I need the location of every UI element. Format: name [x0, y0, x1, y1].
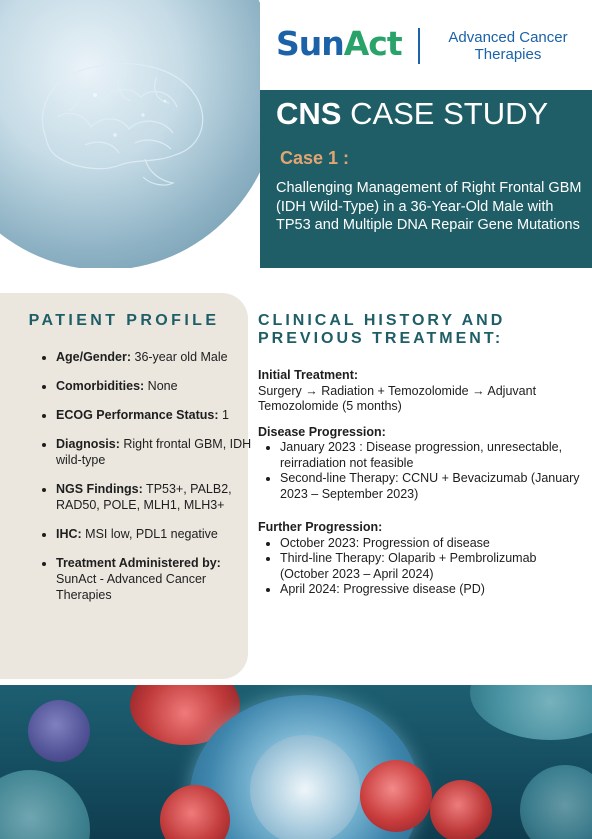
profile-value: TP53+, PALB2, RAD50, POLE, MLH1, MLH3+ — [56, 482, 232, 512]
initial-treatment-block — [258, 368, 588, 415]
profile-label: Diagnosis: — [56, 437, 120, 451]
cell-shape — [470, 685, 592, 740]
list-item: • April 2024: Progressive disease (PD) — [280, 582, 588, 598]
page-title — [276, 96, 548, 132]
disease-progression-list — [258, 440, 588, 502]
initial-treatment-text: Surgery → Radiation + Temozolomide → Adjuvant Temozolomide (5 months) — [258, 383, 537, 413]
list-item: • October 2023: Progression of disease — [280, 536, 588, 552]
disease-progression-heading: Disease Progression: — [258, 424, 386, 439]
profile-label: ECOG Performance Status: — [56, 408, 219, 422]
brand-name-part2: Act — [343, 24, 402, 63]
further-progression-block — [258, 520, 588, 598]
profile-value: MSI low, PDL1 negative — [81, 527, 218, 541]
brand-name-part1: Sun — [276, 24, 344, 63]
list-item — [56, 481, 256, 513]
profile-value: 36-year old Male — [131, 350, 228, 364]
patient-profile-title: PATIENT PROFILE — [28, 312, 220, 329]
profile-value: Right frontal GBM, IDH wild-type — [56, 437, 252, 467]
brand-name — [276, 24, 402, 63]
brand-tagline-line2: Therapies — [474, 46, 542, 63]
cell-shape — [0, 770, 90, 839]
profile-label: IHC: — [56, 527, 82, 541]
list-item — [56, 555, 256, 603]
list-item: • Third-line Therapy: Olaparib + Pembrolizumab (October 2023 – April 2024) — [280, 551, 588, 582]
profile-label: NGS Findings: — [56, 482, 143, 496]
page-title-bold: CNS — [276, 96, 342, 131]
page-title-rest: CASE STUDY — [341, 96, 549, 131]
profile-label: Treatment Administered by: — [56, 556, 221, 570]
list-item: • January 2023 : Disease progression, unresectable, reirradiation not feasible — [280, 440, 588, 471]
list-item — [56, 526, 256, 542]
list-item — [56, 349, 256, 365]
list-item: • Second-line Therapy: CCNU + Bevacizumab (January 2023 – September 2023) — [280, 471, 588, 502]
disease-progression-block — [258, 425, 588, 503]
clinical-history-section — [258, 312, 588, 608]
brand-logo — [260, 0, 592, 90]
brand-tagline-line1: Advanced Cancer — [448, 29, 568, 46]
profile-value: SunAct - Advanced Cancer Therapies — [56, 572, 207, 602]
patient-profile-list — [36, 349, 256, 616]
patient-profile-card — [0, 293, 252, 679]
brain-icon — [25, 55, 215, 195]
cell-shape — [360, 760, 432, 832]
profile-value: None — [144, 379, 178, 393]
brain-illustration — [0, 0, 280, 268]
cell-shape — [430, 780, 492, 839]
profile-label: Age/Gender: — [56, 350, 132, 364]
case-description: Challenging Management of Right Frontal GBM (IDH Wild-Type) in a 36-Year-Old Male with TP53 and Multiple DNA Repair Gene Mutations — [276, 180, 582, 233]
profile-label: Comorbidities: — [56, 379, 145, 393]
cancer-cells-illustration — [0, 685, 592, 839]
brand-tagline — [428, 29, 588, 63]
cell-shape — [28, 700, 90, 762]
case-label: Case 1 : — [280, 148, 350, 168]
cell-shape — [250, 735, 360, 839]
list-item — [56, 378, 256, 394]
profile-value: 1 — [218, 408, 229, 422]
list-item — [56, 436, 256, 468]
hero-section — [0, 0, 592, 268]
list-item — [56, 407, 256, 423]
cell-shape — [520, 765, 592, 839]
further-progression-list — [258, 536, 588, 598]
clinical-history-title: CLINICAL HISTORY AND PREVIOUS TREATMENT: — [258, 312, 506, 347]
title-panel — [260, 90, 592, 268]
logo-divider — [418, 28, 420, 64]
further-progression-heading: Further Progression: — [258, 520, 383, 534]
initial-treatment-heading: Initial Treatment: — [258, 368, 359, 382]
